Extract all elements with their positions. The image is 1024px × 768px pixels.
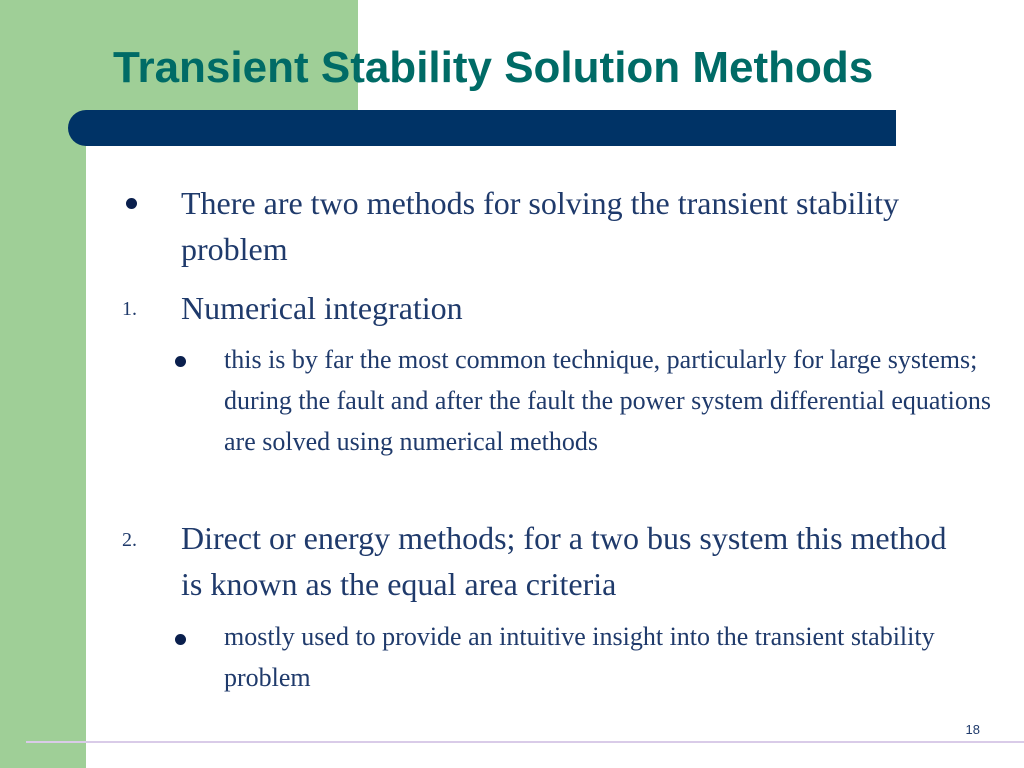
bullet-dot-icon (175, 356, 186, 367)
footer-divider (26, 741, 1024, 743)
method-1-sub-bullet (175, 354, 186, 372)
method-1-label: Numerical integration (181, 290, 463, 326)
method-2-label: Direct or energy methods; for a two bus system this method is known as the equal area criteria (181, 520, 947, 602)
page-number: 18 (965, 722, 980, 737)
method-2-sub-bullet (175, 632, 186, 650)
method-1-subpoint: this is by far the most common technique, particularly for large systems; during the fault and after the fault the power system differential equations are solved using numerical methods (224, 345, 991, 456)
bullet-dot-icon (126, 198, 137, 209)
method-2-number: 2. (122, 529, 137, 551)
intro-text: There are two methods for solving the transient stability problem (181, 185, 900, 267)
bullet-dot-icon (175, 634, 186, 645)
method-1-number: 1. (122, 298, 137, 320)
method-2-subpoint: mostly used to provide an intuitive insight into the transient stability problem (224, 622, 935, 692)
slide-title: Transient Stability Solution Methods (113, 43, 874, 92)
intro-bullet (126, 196, 137, 214)
